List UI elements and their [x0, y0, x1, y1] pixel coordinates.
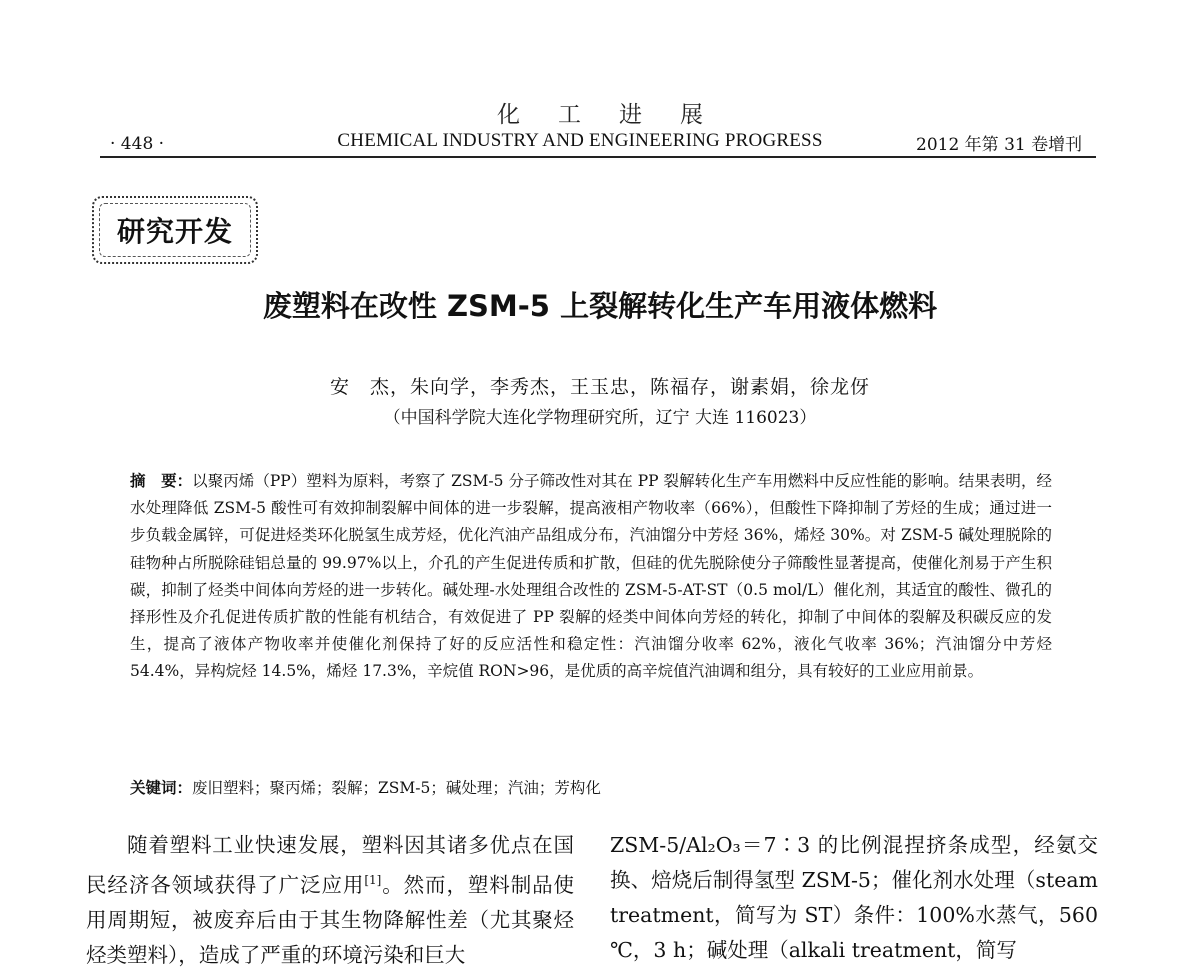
citation-ref: [1] [364, 873, 382, 887]
page-number: · 448 · [110, 134, 165, 154]
body-right-text: ZSM-5/Al₂O₃＝7∶3 的比例混捏挤条成型，经氨交换、焙烧后制得氢型 ZSM-5；催化剂水处理（steam treatment，简写为 ST）条件：100%水蒸气，560 ℃，3 h；碱处理（alkali treatment，简写 [610, 833, 1098, 962]
journal-title-english: CHEMICAL INDUSTRY AND ENGINEERING PROGRESS [337, 130, 823, 151]
keywords [130, 776, 1052, 798]
body-left-text: 随着塑料工业快速发展，塑料因其诸多优点在国民经济各领域获得了广泛应用 [86, 833, 574, 897]
body-left-text-cont: 。然而，塑料制品使用周期短，被废弃后由于其生物降解性差（尤其聚烃烃类塑料），造成了严重的环境污染和巨大 [86, 872, 575, 967]
keywords-label: 关键词： [130, 779, 193, 797]
journal-title-chinese: 化工进展 [497, 102, 741, 128]
body-column-left [86, 828, 575, 967]
body-column-right [610, 828, 1098, 962]
volume-issue: 2012 年第 31 卷增刊 [916, 135, 1083, 155]
section-badge-label: 研究开发 [116, 215, 233, 248]
author-list: 安 杰，朱向学，李秀杰，王玉忠，陈福存，谢素娟，徐龙伢 [329, 376, 870, 398]
keywords-text: 废旧塑料；聚丙烯；裂解；ZSM-5；碱处理；汽油；芳构化 [192, 779, 601, 797]
abstract [130, 468, 1052, 686]
abstract-text: 以聚丙烯（PP）塑料为原料，考察了 ZSM-5 分子筛改性对其在 PP 裂解转化生产车用燃料中反应性能的影响。结果表明，经水处理降低 ZSM-5 酸性可有效抑制裂解中间体的进一步裂解，提高液相产物收率（66%），但酸性下降抑制了芳烃的生成；通过进一步负载金属锌，可促进烃类环化脱氢生成芳烃，优化汽油产品组成分布，汽油馏分中芳烃 36%，烯烃 30%。对 ZSM-5 碱处理脱除的硅物种占所脱除硅铝总量的 99.97%以上，介孔的产生促进传质和扩散，但硅的优先脱除使分子筛酸性显著提高，使催化剂易于产生积碳，抑制了烃类中间体向芳烃的进一步转化。碱处理-水处理组合改性的 ZSM-5-AT-ST（0.5 mol/L）催化剂，其适宜的酸性、微孔的择形性及介孔促进传质扩散的性能有机结合，有效促进了 PP 裂解的烃类中间体向芳烃的转化，抑制了中间体的裂解及积碳反应的发生，提高了液体产物收率并使催化剂保持了好的反应活性和稳定性：汽油馏分收率 62%，液化气收率 36%；汽油馏分中芳烃 54.4%，异构烷烃 14.5%，烯烃 17.3%，辛烷值 RON>96，是优质的高辛烷值汽油调和组分，具有较好的工业应用前景。 [130, 472, 1052, 681]
section-badge [92, 196, 258, 264]
header-rule [100, 156, 1096, 158]
abstract-label: 摘 要： [130, 472, 193, 490]
affiliation: （中国科学院大连化学物理研究所，辽宁 大连 116023） [383, 408, 817, 428]
paper-title: 废塑料在改性 ZSM-5 上裂解转化生产车用液体燃料 [262, 289, 938, 323]
